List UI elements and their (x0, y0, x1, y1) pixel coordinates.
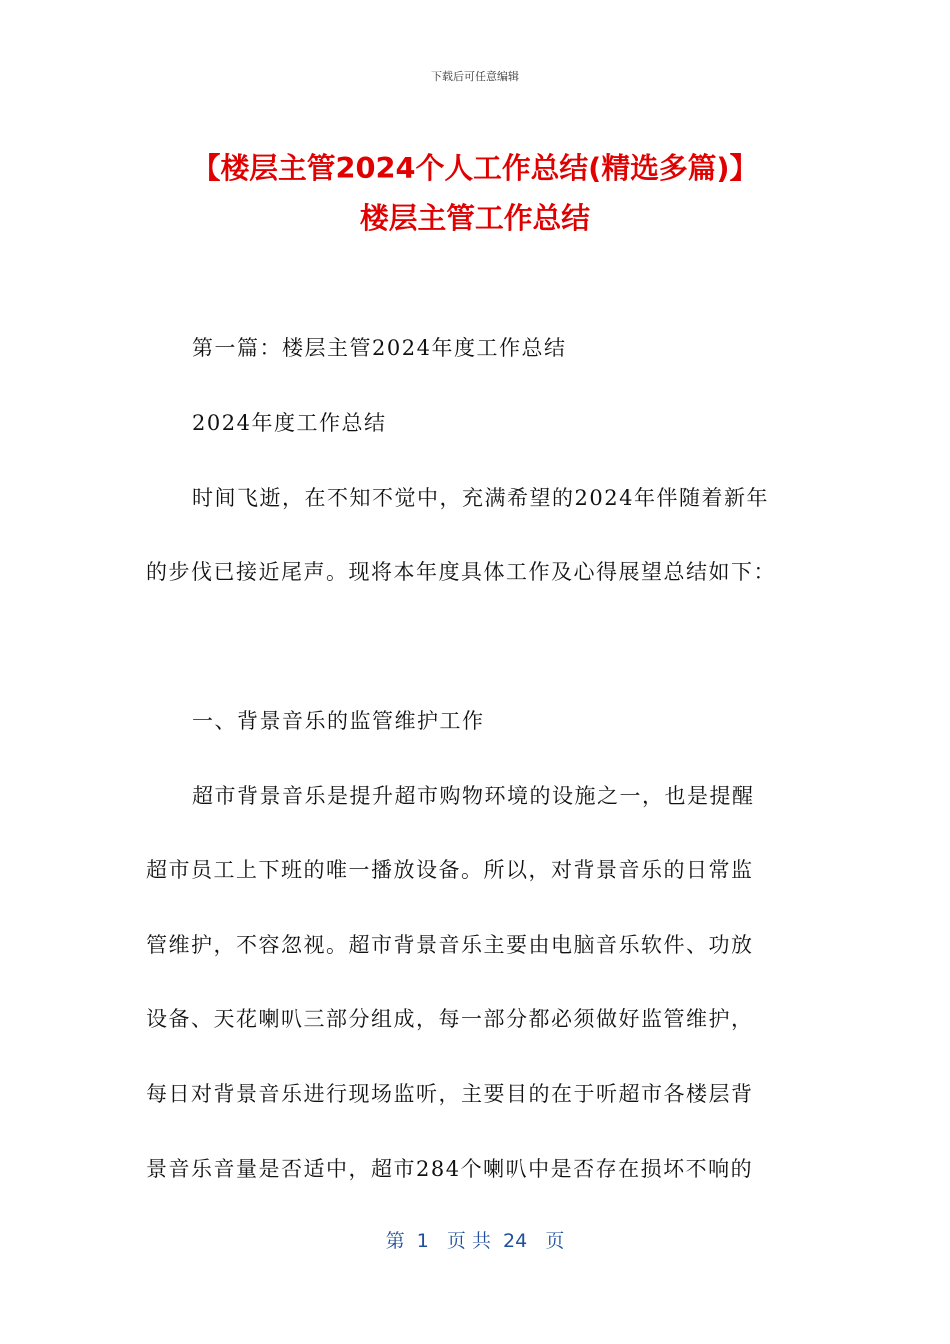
paragraph-line: 超市员工上下班的唯一播放设备。所以，对背景音乐的日常监 (146, 858, 754, 882)
section-heading: 第一篇：楼层主管2024年度工作总结 (192, 336, 567, 360)
page-number-footer: 第 1 页 共 24 页 (385, 1230, 565, 1252)
paragraph-line: 的步伐已接近尾声。现将本年度具体工作及心得展望总结如下： (146, 560, 776, 584)
paragraph-line: 超市背景音乐是提升超市购物环境的设施之一，也是提醒 (192, 784, 755, 808)
page-header-note: 下载后可任意编辑 (431, 70, 519, 83)
paragraph-line: 管维护，不容忽视。超市背景音乐主要由电脑音乐软件、功放 (146, 933, 754, 957)
subsection-heading: 2024年度工作总结 (192, 411, 387, 435)
paragraph-line: 景音乐音量是否适中，超市284个喇叭中是否存在损坏不响的 (146, 1157, 754, 1181)
paragraph-line: 时间飞逝，在不知不觉中，充满希望的2024年伴随着新年 (192, 486, 769, 510)
document-title-line-2: 楼层主管工作总结 (359, 201, 591, 235)
paragraph-line: 设备、天花喇叭三部分组成，每一部分都必须做好监管维护， (146, 1007, 754, 1031)
document-title-line-1: 【楼层主管2024个人工作总结(精选多篇)】 (191, 151, 759, 185)
item-heading: 一、背景音乐的监管维护工作 (192, 709, 485, 733)
paragraph-line: 每日对背景音乐进行现场监听，主要目的在于听超市各楼层背 (146, 1082, 754, 1106)
